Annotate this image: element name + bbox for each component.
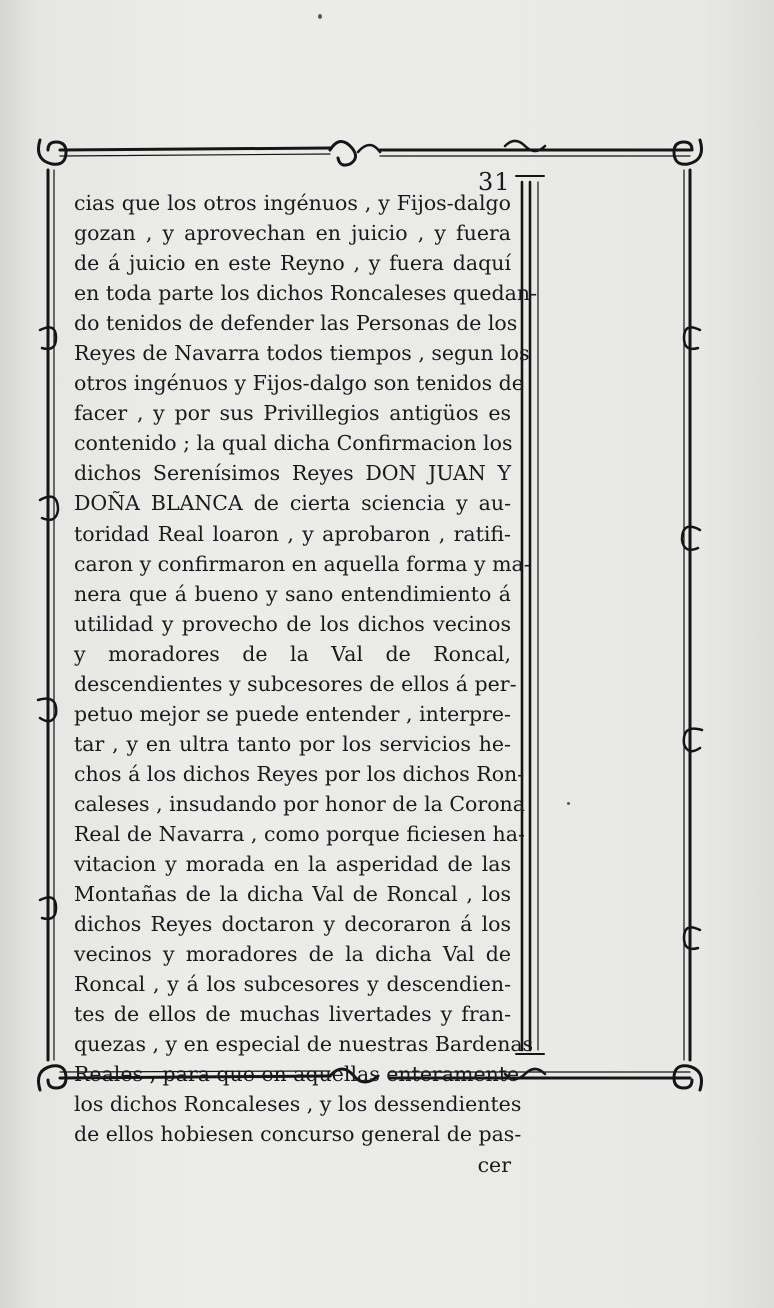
text-line: dichos Serenísimos Reyes DON JUAN Y	[74, 461, 511, 486]
text-line: quezas , y en especial de nuestras Bardenas	[74, 1032, 534, 1057]
text-line: otros ingénuos y Fijos-dalgo son tenidos de	[74, 371, 524, 396]
text-line: de á juicio en este Reyno , y fuera daquí	[74, 251, 511, 276]
body-text	[74, 188, 537, 1180]
paper-speck	[567, 802, 570, 805]
text-line: utilidad y provecho de los dichos vecinos	[74, 611, 511, 636]
text-line: toridad Real loaron , y aprobaron , ratifi-	[74, 521, 511, 546]
text-line: caleses , insudando por honor de la Corona	[74, 791, 525, 816]
text-line: tar , y en ultra tanto por los servicios he-	[74, 731, 511, 756]
text-line: Montañas de la dicha Val de Roncal , los	[74, 882, 511, 907]
text-line: facer , y por sus Privillegios antigüos es	[74, 401, 511, 426]
text-line: de ellos hobiesen concurso general de pas-	[74, 1122, 522, 1147]
text-line: Reales , para que en aquellas enteramente	[74, 1062, 520, 1087]
text-line: chos á los dichos Reyes por los dichos Ron-	[74, 761, 525, 786]
text-line: vitacion y morada en la asperidad de las	[74, 852, 511, 877]
page-number: 31	[478, 168, 511, 196]
text-line: tes de ellos de muchas livertades y fran-	[74, 1002, 511, 1027]
text-line: en toda parte los dichos Roncaleses quedan-	[74, 281, 537, 306]
text-line: do tenidos de defender las Personas de los	[74, 311, 518, 336]
text-line: y moradores de la Val de Roncal,	[74, 641, 511, 666]
text-line: petuo mejor se puede entender , interpre-	[74, 701, 511, 726]
text-line: dichos Reyes doctaron y decoraron á los	[74, 912, 511, 937]
text-line: contenido ; la qual dicha Confirmacion los	[74, 431, 513, 456]
text-line: Reyes de Navarra todos tiempos , segun los	[74, 341, 530, 366]
text-line: gozan , y aprovechan en juicio , y fuera	[74, 221, 511, 246]
text-line: descendientes y subcesores de ellos á per-	[74, 671, 517, 696]
text-line: cias que los otros ingénuos , y Fijos-dalgo	[74, 191, 511, 215]
text-line: DOÑA BLANCA de cierta sciencia y au-	[74, 491, 511, 516]
text-line: los dichos Roncaleses , y los dessendientes	[74, 1092, 522, 1117]
paper-speck	[318, 14, 322, 19]
text-line: nera que á bueno y sano entendimiento á	[74, 581, 511, 606]
text-line: caron y confirmaron en aquella forma y ma-	[74, 551, 531, 576]
text-line: Real de Navarra , como porque ficiesen ha-	[74, 821, 525, 846]
text-line: Roncal , y á los subcesores y descendien-	[74, 972, 511, 997]
text-line: cer	[477, 1152, 511, 1177]
text-line: vecinos y moradores de la dicha Val de	[74, 942, 511, 967]
